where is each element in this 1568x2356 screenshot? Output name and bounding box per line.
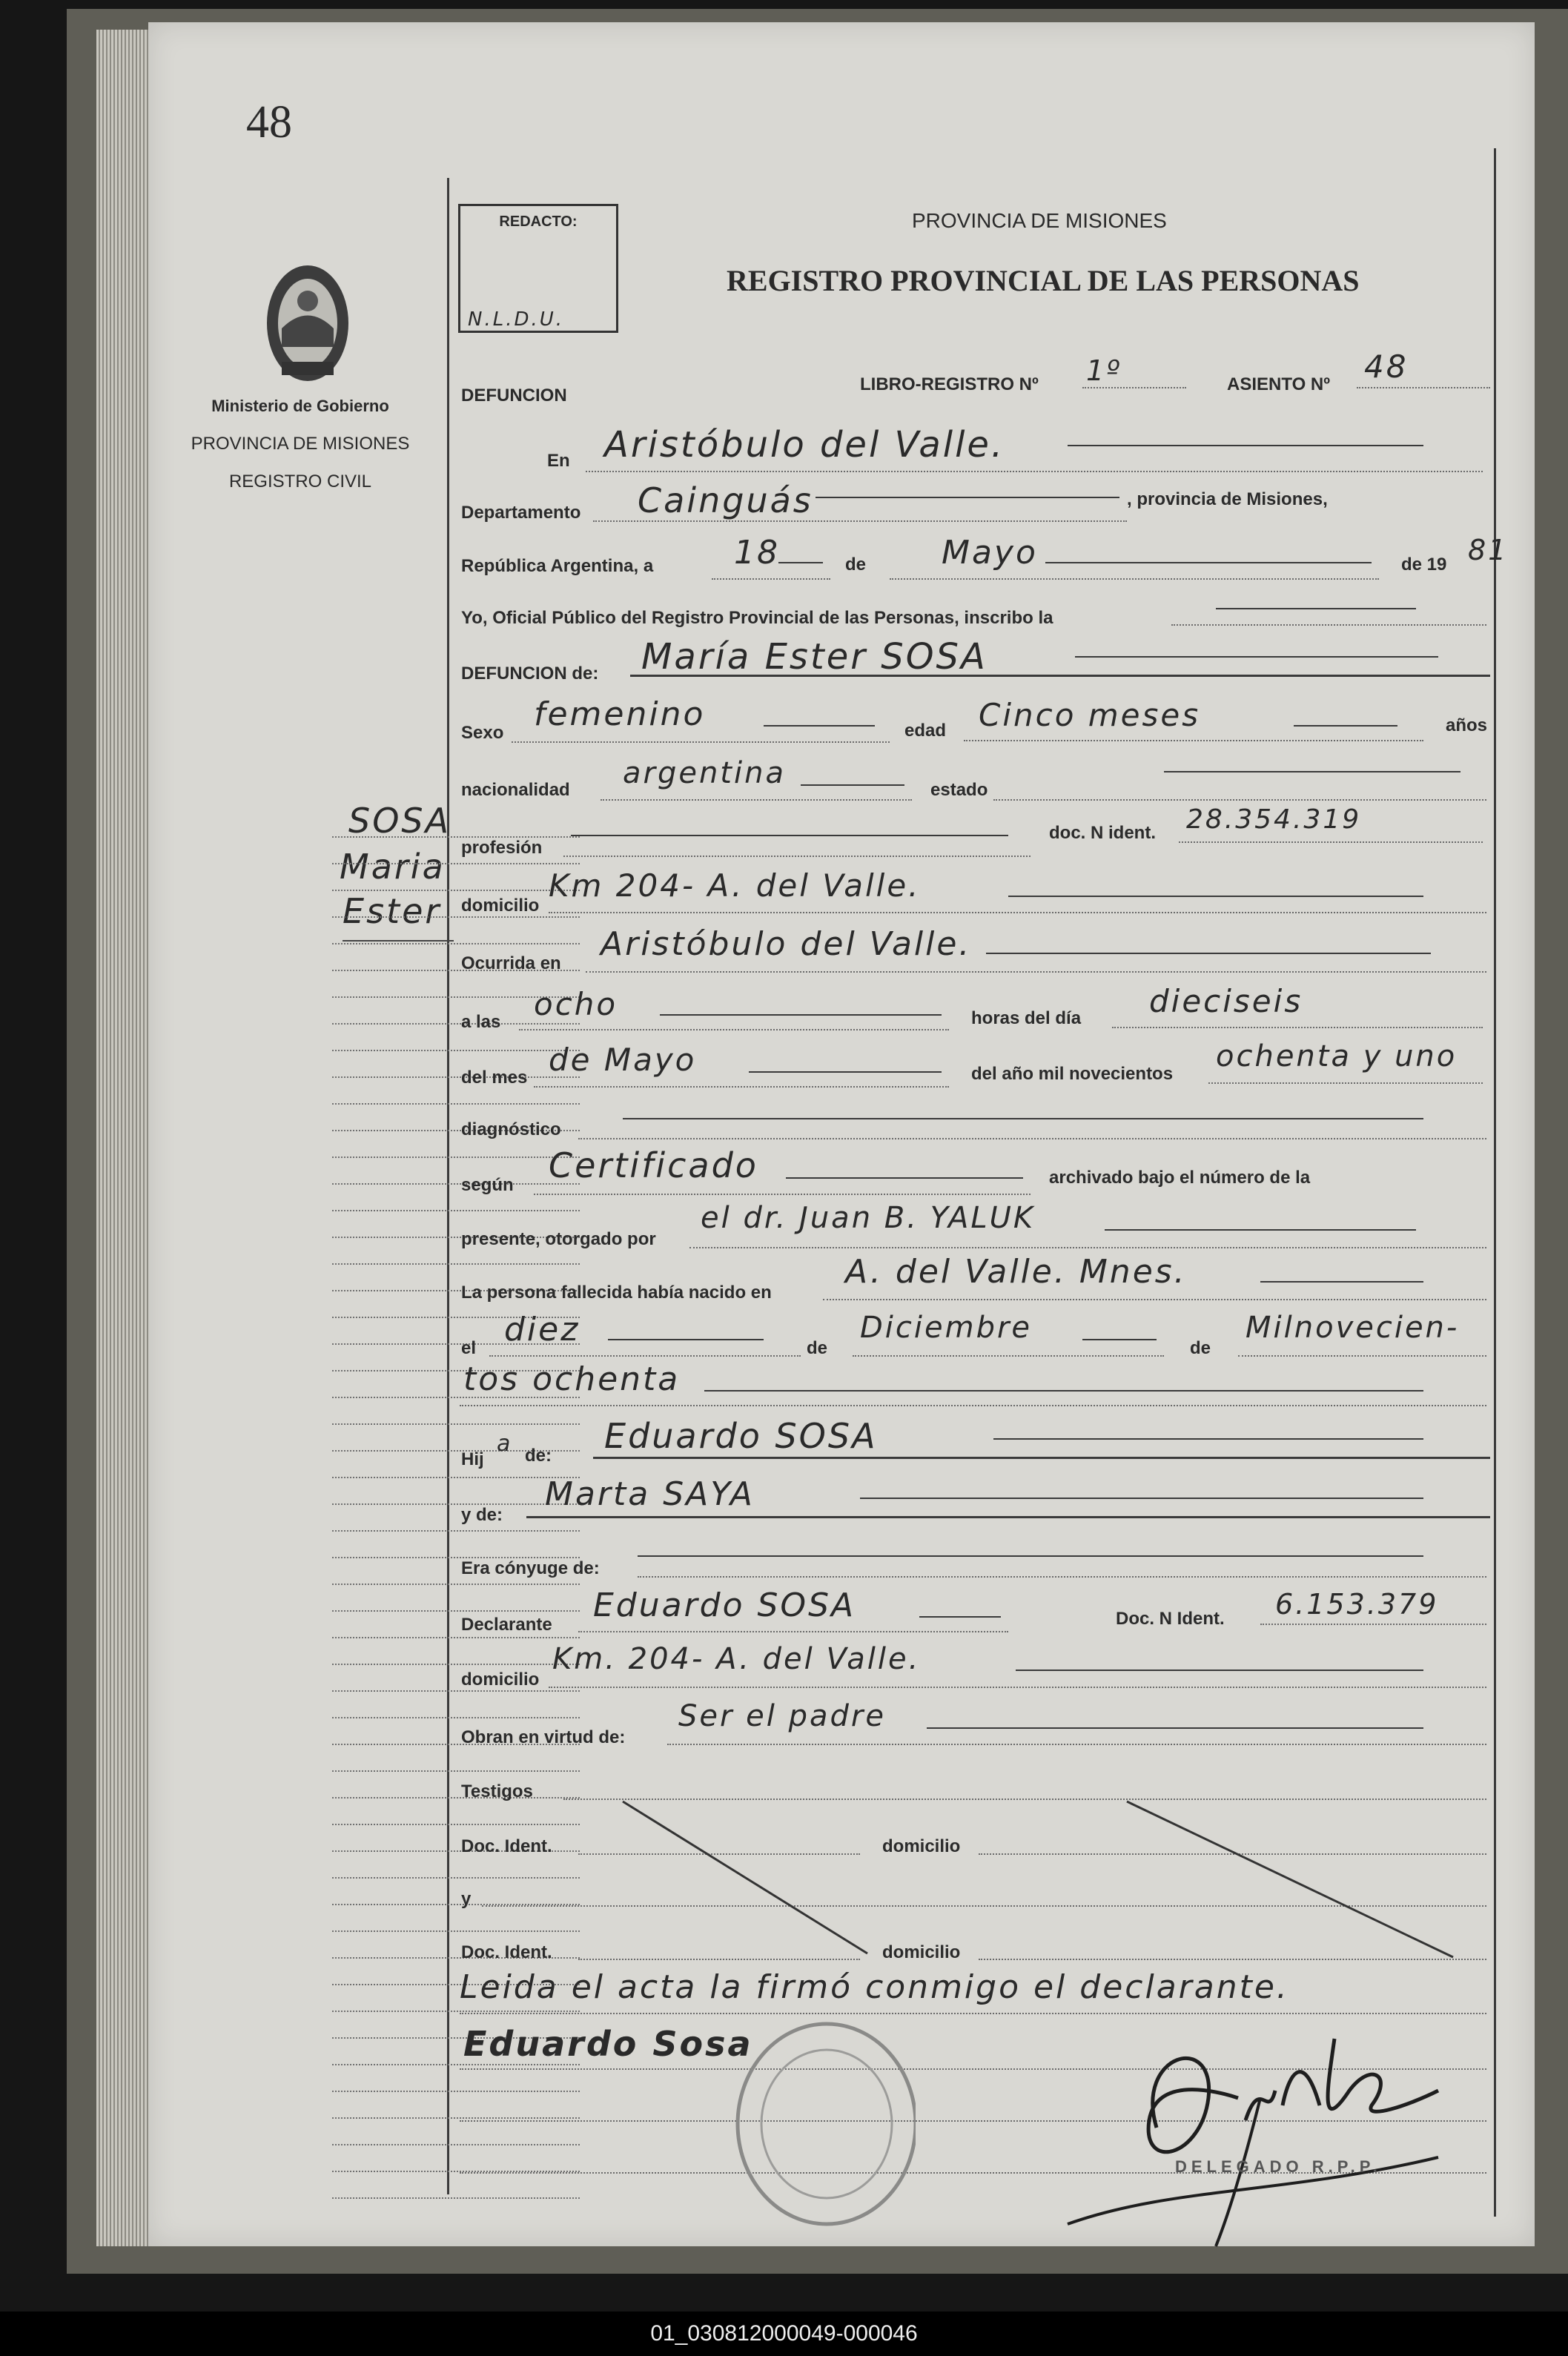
margin-ruled-line (332, 1930, 580, 1932)
sexo-value: femenino (534, 695, 706, 733)
asiento-value: 48 (1364, 348, 1409, 385)
ocurrida-label: Ocurrida en (461, 953, 561, 973)
padre-value: Eduardo SOSA (604, 1416, 878, 1456)
page-edges (96, 30, 156, 2246)
ocurrida-value: Aristóbulo del Valle. (601, 925, 972, 963)
profesion-label: profesión (461, 838, 543, 858)
diagnostico-label: diagnóstico (461, 1119, 561, 1139)
sexo-label: Sexo (461, 723, 504, 743)
redacto-box (458, 204, 618, 333)
margin-ruled-line (332, 1503, 580, 1505)
testigo1-doc-label: Doc. Ident. (461, 1836, 552, 1856)
asiento-label: ASIENTO Nº (1227, 374, 1331, 394)
declarante-value: Eduardo SOSA (593, 1586, 856, 1624)
header-title: REGISTRO PROVINCIAL DE LAS PERSONAS (727, 264, 1360, 297)
edad-value: Cinco meses (979, 697, 1201, 733)
margin-ruled-line (332, 890, 580, 891)
domicilio-value: Km 204- A. del Valle. (549, 867, 921, 904)
testigos-strike-lines (593, 1787, 1498, 1979)
margin-ruled-line (332, 1477, 580, 1478)
declarant-signature: Eduardo Sosa (463, 2024, 753, 2064)
margin-ruled-line (332, 1584, 580, 1585)
fecha-de: de (845, 555, 867, 575)
decl-doc-label: Doc. N Ident. (1116, 1609, 1225, 1629)
official-signature-icon (1023, 2009, 1468, 2254)
margin-ruled-line (332, 1103, 580, 1105)
fecha-mes: Mayo (942, 534, 1038, 572)
redacto-value: N.L.D.U. (468, 308, 565, 331)
margin-ruled-line (332, 1023, 580, 1025)
margin-ruled-line (332, 1076, 580, 1078)
horas-label: horas del día (971, 1008, 1082, 1028)
estado-label: estado (930, 780, 988, 800)
margin-ruled-line (332, 2117, 580, 2119)
archivado-text: archivado bajo el número de la (1049, 1168, 1311, 1188)
margin-ruled-line (332, 916, 580, 918)
segun-label: según (461, 1175, 514, 1195)
nac-de2: de (1190, 1338, 1211, 1358)
nac-de1: de (807, 1338, 828, 1358)
register-page (148, 22, 1535, 2246)
ministry-label: Ministerio de Gobierno (211, 397, 389, 415)
nac-mes: Diciembre (860, 1311, 1033, 1345)
conyuge-label: Era cónyuge de: (461, 1558, 600, 1578)
margin-ruled-line (332, 1157, 580, 1158)
coat-of-arms-icon (259, 258, 356, 388)
departamento-label: Departamento (461, 503, 581, 523)
closing-statement: Leida el acta la firmó conmigo el declarante. (460, 1968, 1289, 2006)
act-type-label: DEFUNCION (461, 386, 567, 406)
margin-ruled-line (332, 1664, 580, 1665)
margin-ruled-line (332, 1690, 580, 1692)
header-province: PROVINCIA DE MISIONES (912, 209, 1167, 232)
oficial-text: Yo, Oficial Público del Registro Provincial de las Personas, inscribo la (461, 608, 1053, 628)
obran-value: Ser el padre (678, 1699, 886, 1733)
testigo2-dom-label: domicilio (882, 1942, 961, 1962)
libro-value: 1º (1086, 354, 1122, 387)
el-value: diez (504, 1311, 580, 1349)
fecha-anio: 81 (1468, 534, 1509, 566)
margin-ruled-line (332, 1183, 580, 1185)
yde-label: y de: (461, 1505, 503, 1525)
margin-ruled-line (332, 1050, 580, 1051)
testigo-y-label: y (461, 1889, 472, 1909)
margin-note-underline (343, 940, 454, 942)
margin-note-name2: Ester (343, 891, 442, 931)
provincia-text: , provincia de Misiones, (1127, 489, 1328, 509)
margin-ruled-line (332, 1717, 580, 1718)
testigo2-doc-label: Doc. Ident. (461, 1942, 552, 1962)
official-stamp-text: DELEGADO R.P.P. (1175, 2157, 1382, 2176)
alas-label: a las (461, 1012, 501, 1032)
hij-de: de: (525, 1446, 552, 1466)
hij-suffix: a (497, 1431, 513, 1457)
presente-value: el dr. Juan B. YALUK (701, 1201, 1036, 1235)
nacionalidad-value: argentina (623, 756, 786, 790)
defuncion-de-label: DEFUNCION de: (461, 664, 599, 684)
nac-anio-2: tos ochenta (463, 1360, 681, 1398)
margin-ruled-line (332, 943, 580, 944)
segun-value: Certificado (549, 1145, 758, 1185)
testigos-label: Testigos (461, 1781, 533, 1801)
nacido-value: A. del Valle. Mnes. (845, 1253, 1187, 1291)
margin-ruled-line (332, 1797, 580, 1799)
alas-value: ocho (534, 986, 618, 1022)
margin-ruled-line (332, 2197, 580, 2199)
anio-mil-label: del año mil novecientos (971, 1064, 1174, 1084)
margin-ruled-line (332, 1877, 580, 1879)
obran-label: Obran en virtud de: (461, 1727, 626, 1747)
margin-ruled-line (332, 1530, 580, 1532)
defuncion-de-value: María Ester SOSA (641, 636, 988, 678)
domicilio-label: domicilio (461, 896, 540, 916)
margin-note-name1: Maria (340, 847, 446, 887)
nacido-label: La persona fallecida había nacido en (461, 1283, 772, 1303)
delmes-label: del mes (461, 1068, 528, 1088)
el-label: el (461, 1338, 477, 1358)
margin-ruled-line (332, 2144, 580, 2145)
madre-value: Marta SAYA (545, 1475, 755, 1513)
fecha-dia: 18 (734, 534, 780, 572)
margin-ruled-line (332, 2011, 580, 2012)
margin-ruled-line (332, 1263, 580, 1265)
margin-ruled-line (332, 1610, 580, 1612)
en-label: En (547, 451, 570, 471)
margin-ruled-line (332, 1824, 580, 1825)
en-value: Aristóbulo del Valle. (604, 424, 1005, 466)
margin-ruled-line (332, 2091, 580, 2092)
declarante-label: Declarante (461, 1615, 552, 1635)
margin-ruled-line (332, 1637, 580, 1638)
page-number: 48 (246, 97, 292, 148)
image-id-footer: 01_030812000049-000046 (0, 2312, 1568, 2356)
margin-note-surname: SOSA (348, 801, 451, 841)
hij-label: Hij (461, 1449, 484, 1469)
republica-label: República Argentina, a (461, 556, 654, 576)
anos-label: años (1446, 715, 1488, 735)
presente-label: presente, otorgado por (461, 1229, 656, 1249)
decl-dom-label: domicilio (461, 1670, 540, 1690)
nacionalidad-label: nacionalidad (461, 780, 570, 800)
margin-ruled-line (332, 863, 580, 864)
redacto-label: REDACTO: (499, 214, 578, 230)
fecha-de-anio: de 19 (1401, 555, 1447, 575)
nac-anio-1: Milnovecien- (1246, 1311, 1460, 1345)
delmes-value: de Mayo (549, 1042, 697, 1078)
doc-ident-value: 28.354.319 (1186, 804, 1362, 835)
round-stamp-icon (723, 2016, 916, 2239)
margin-ruled-line (332, 836, 580, 838)
province-label: PROVINCIA DE MISIONES (191, 434, 410, 454)
margin-ruled-line (332, 1423, 580, 1425)
margin-divider (447, 178, 449, 2194)
testigo1-dom-label: domicilio (882, 1836, 961, 1856)
decl-dom-value: Km. 204- A. del Valle. (552, 1642, 921, 1676)
decl-doc-value: 6.153.379 (1275, 1588, 1439, 1621)
anio-mil-value: ochenta y uno (1216, 1039, 1458, 1073)
margin-ruled-line (332, 1210, 580, 1211)
margin-ruled-line (332, 2064, 580, 2065)
registry-label: REGISTRO CIVIL (228, 471, 372, 492)
doc-ident-label: doc. N ident. (1049, 823, 1156, 843)
libro-label: LIBRO-REGISTRO Nº (860, 374, 1039, 394)
departamento-value: Cainguás (638, 480, 813, 520)
dia-value: dieciseis (1149, 983, 1303, 1019)
edad-label: edad (904, 721, 947, 741)
margin-ruled-line (332, 1770, 580, 1772)
